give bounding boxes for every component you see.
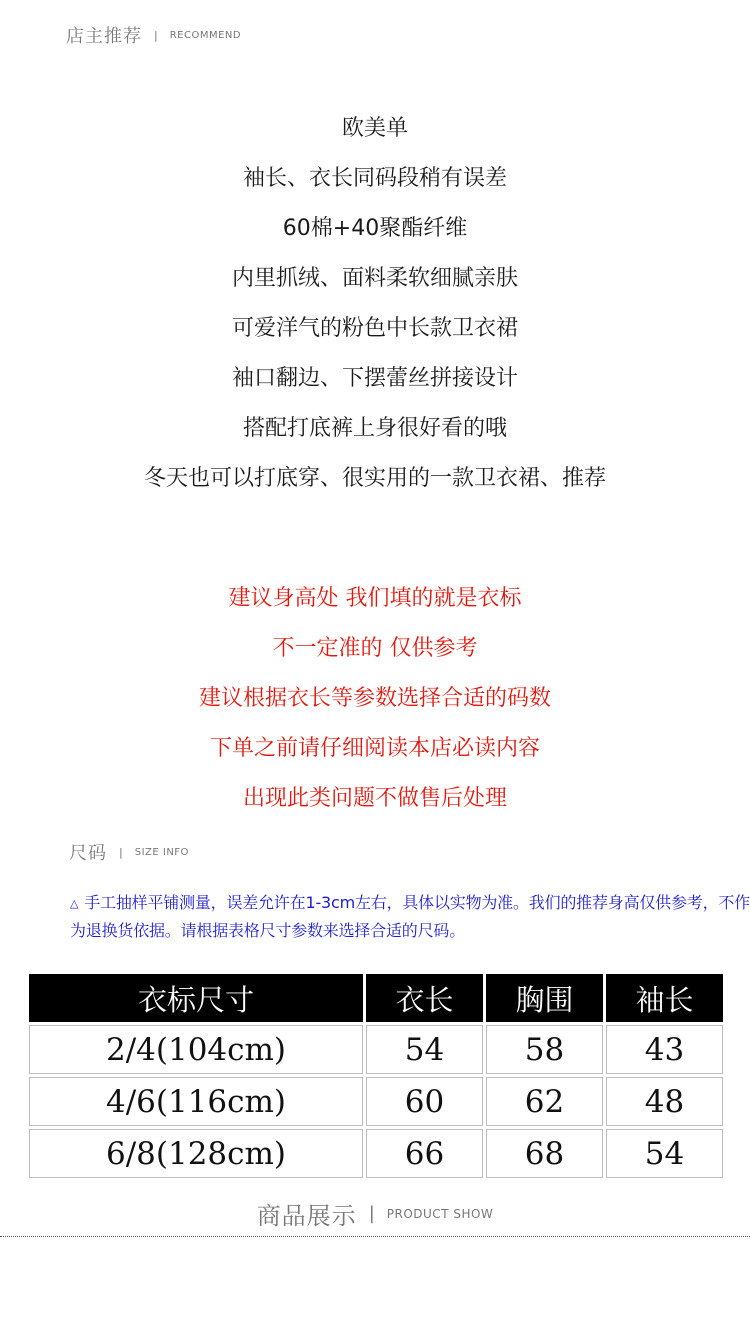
header-separator: |: [154, 28, 158, 42]
table-cell: 2/4(104cm): [29, 1025, 363, 1074]
table-cell: 48: [606, 1077, 723, 1126]
table-cell: 60: [366, 1077, 483, 1126]
product-header-title: 商品展示: [256, 1202, 357, 1230]
product-header-subtitle: PRODUCT SHOW: [386, 1206, 494, 1221]
size-warning: [0, 574, 750, 824]
size-info-header: [69, 839, 189, 865]
table-cell: 58: [486, 1025, 603, 1074]
description-line: 搭配打底裤上身很好看的哦: [242, 416, 507, 441]
warning-line: 建议身高处 我们填的就是衣标: [228, 586, 522, 611]
header-separator: |: [368, 1203, 375, 1224]
table-cell: 54: [366, 1025, 483, 1074]
recommend-header-title: 店主推荐: [66, 26, 142, 47]
table-header-row: [29, 974, 723, 1022]
warning-line: 不一定准的 仅供参考: [272, 636, 478, 661]
table-cell: 6/8(128cm): [29, 1129, 363, 1178]
description-line: 袖口翻边、下摆蕾丝拼接设计: [231, 366, 518, 391]
product-description: [0, 104, 750, 504]
size-header-title: 尺码: [69, 843, 107, 864]
table-cell: 68: [486, 1129, 603, 1178]
table-header-cell: 衣标尺寸: [29, 974, 363, 1022]
header-separator: |: [119, 845, 123, 859]
table-cell: 54: [606, 1129, 723, 1178]
table-header-cell: 袖长: [606, 974, 723, 1022]
table-row: [29, 1129, 723, 1178]
warning-line: 建议根据衣长等参数选择合适的码数: [198, 686, 551, 711]
description-line: 60棉+40聚酯纤维: [282, 216, 468, 241]
table-cell: 62: [486, 1077, 603, 1126]
triangle-icon: △: [70, 897, 79, 910]
table-header-cell: 衣长: [366, 974, 483, 1022]
table-header-cell: 胸围: [486, 974, 603, 1022]
table-row: [29, 1025, 723, 1074]
description-line: 欧美单: [341, 116, 408, 141]
measurement-note-text: 手工抽样平铺测量，误差允许在1-3cm左右，具体以实物为准。我们的推荐身高仅供参考，不作为退换货依据。请根据表格尺寸参数来选择合适的尺码。: [70, 893, 750, 940]
table-row: [29, 1077, 723, 1126]
warning-line: 出现此类问题不做售后处理: [242, 786, 507, 811]
table-cell: 4/6(116cm): [29, 1077, 363, 1126]
table-cell: 66: [366, 1129, 483, 1178]
size-header-subtitle: SIZE INFO: [134, 846, 189, 858]
section-divider: [0, 1236, 750, 1237]
recommend-header-subtitle: RECOMMEND: [169, 29, 242, 41]
description-line: 冬天也可以打底穿、很实用的一款卫衣裙、推荐: [143, 466, 606, 491]
warning-line: 下单之前请仔细阅读本店必读内容: [209, 736, 540, 761]
table-cell: 43: [606, 1025, 723, 1074]
description-line: 袖长、衣长同码段稍有误差: [242, 166, 507, 191]
product-show-header: [0, 1196, 750, 1231]
recommend-header: [66, 22, 241, 48]
description-line: 可爱洋气的粉色中长款卫衣裙: [231, 316, 518, 341]
measurement-note: [70, 889, 750, 944]
size-table: [26, 971, 726, 1181]
description-line: 内里抓绒、面料柔软细腻亲肤: [231, 266, 518, 291]
